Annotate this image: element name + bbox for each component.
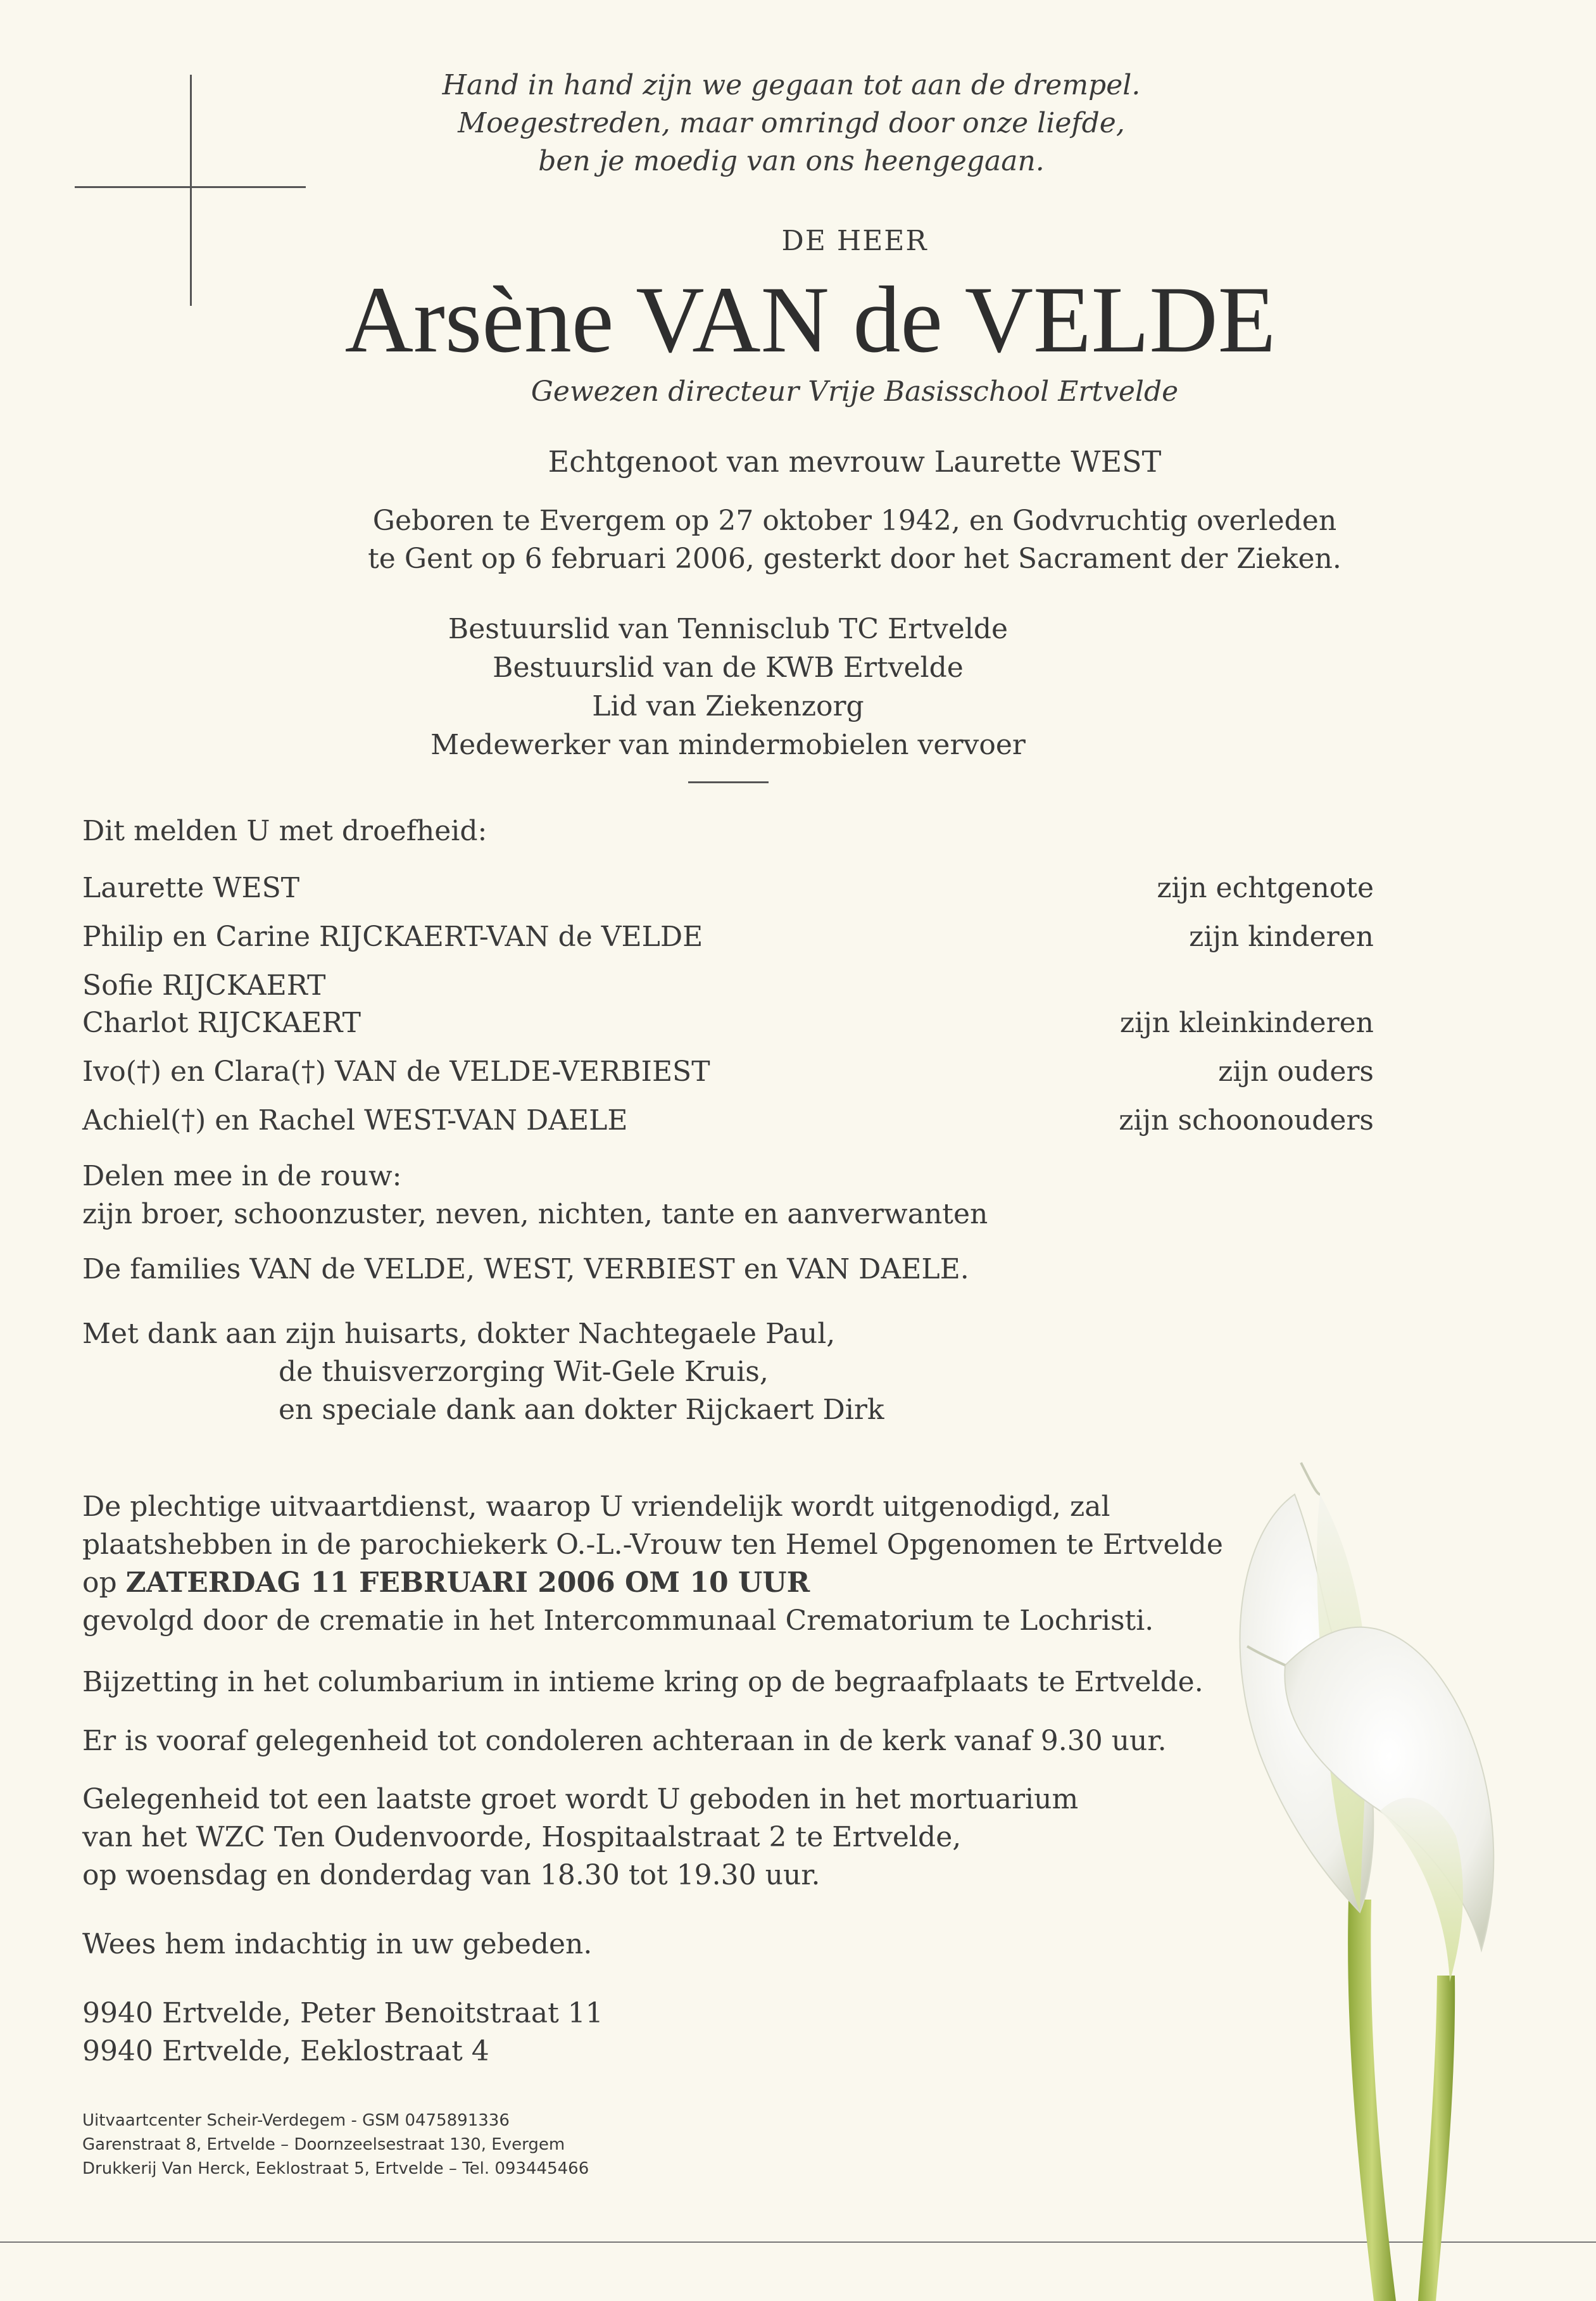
family-name: Charlot RIJCKAERT	[82, 1007, 361, 1039]
spouse-prefix: Echtgenoot van mevrouw	[548, 444, 934, 479]
address-line: 9940 Ertvelde, Eeklostraat 4	[82, 2035, 489, 2067]
farewell-info	[82, 1781, 1078, 1894]
share-mourning-heading: Delen mee in de rouw:	[82, 1160, 402, 1192]
farewell-line: op woensdag en donderdag van 18.30 tot 19.30 uur.	[82, 1859, 820, 1891]
role-item: Bestuurslid van de KWB Ertvelde	[493, 652, 964, 684]
funeral-date-prefix: op	[82, 1567, 126, 1599]
footer-line: Garenstraat 8, Ertvelde – Doornzeelsestraat 130, Evergem	[82, 2135, 565, 2154]
thanks-line-2: de thuisverzorging Wit-Gele Kruis,	[279, 1356, 769, 1388]
poem-line: ben je moedig van ons heengegaan.	[538, 145, 1045, 177]
calla-lily-icon	[1190, 1456, 1545, 2301]
burial-info: Bijzetting in het columbarium in intieme kring op de begraafplaats te Ertvelde.	[82, 1666, 1203, 1698]
poem-line: Hand in hand zijn we gegaan tot aan de drempel.	[442, 69, 1141, 101]
footer-line: Uitvaartcenter Scheir-Verdegem - GSM 0475891336	[82, 2111, 510, 2130]
role-item: Medewerker van mindermobielen vervoer	[430, 729, 1026, 761]
role-item: Lid van Ziekenzorg	[592, 690, 864, 722]
family-name: Sofie RIJCKAERT	[82, 969, 326, 1002]
poem-line: Moegestreden, maar omringd door onze liefde,	[458, 107, 1125, 139]
funeral-line	[82, 1564, 1285, 1602]
role-item: Bestuurslid van Tennisclub TC Ertvelde	[448, 613, 1008, 645]
family-relation: zijn schoonouders	[1119, 1104, 1374, 1137]
poem	[253, 66, 1329, 180]
farewell-line: van het WZC Ten Oudenvoorde, Hospitaalstraat 2 te Ertvelde,	[82, 1821, 962, 1853]
birth-death	[222, 502, 1488, 578]
family-row	[82, 918, 1374, 956]
family-relation: zijn kinderen	[1189, 921, 1374, 953]
roles-list	[285, 610, 1171, 764]
announce-text: Dit melden U met droefheid:	[82, 815, 487, 847]
family-name: Philip en Carine RIJCKAERT-VAN de VELDE	[82, 921, 703, 953]
spouse-name: Laurette WEST	[934, 444, 1162, 479]
family-name: Laurette WEST	[82, 872, 300, 904]
footer-line: Drukkerij Van Herck, Eeklostraat 5, Ertvelde – Tel. 093445466	[82, 2159, 589, 2178]
divider	[688, 781, 769, 783]
death-line: te Gent op 6 februari 2006, gesterkt door het Sacrament der Zieken.	[368, 543, 1342, 575]
share-mourning	[82, 1157, 988, 1233]
address-line: 9940 Ertvelde, Peter Benoitstraat 11	[82, 1997, 603, 2029]
family-name: Achiel(†) en Rachel WEST-VAN DAELE	[82, 1104, 628, 1137]
funeral-info	[82, 1488, 1285, 1640]
family-relation: zijn echtgenote	[1157, 872, 1374, 904]
families-line: De families VAN de VELDE, WEST, VERBIEST en VAN DAELE.	[82, 1253, 969, 1285]
funeral-line: plaatshebben in de parochiekerk O.-L.-Vrouw ten Hemel Opgenomen te Ertvelde	[82, 1529, 1223, 1561]
share-mourning-relatives: zijn broer, schoonzuster, neven, nichten, tante en aanverwanten	[82, 1198, 988, 1230]
farewell-line: Gelegenheid tot een laatste groet wordt U geboden in het mortuarium	[82, 1783, 1079, 1815]
title-prefix: DE HEER	[781, 225, 928, 257]
deceased-name: Arsène VAN de VELDE	[344, 267, 1276, 372]
family-row	[82, 967, 1374, 1005]
birth-line: Geboren te Evergem op 27 oktober 1942, en Godvruchtig overleden	[372, 505, 1337, 537]
condolence-info: Er is vooraf gelegenheid tot condoleren achteraan in de kerk vanaf 9.30 uur.	[82, 1725, 1167, 1757]
prayer-line: Wees hem indachtig in uw gebeden.	[82, 1928, 593, 1960]
funeral-line: gevolgd door de crematie in het Intercommunaal Crematorium te Lochristi.	[82, 1604, 1154, 1637]
spouse-line	[317, 444, 1393, 479]
family-name: Ivo(†) en Clara(†) VAN de VELDE-VERBIEST	[82, 1056, 710, 1088]
addresses	[82, 1995, 603, 2071]
family-row	[82, 1102, 1374, 1140]
family-relation: zijn ouders	[1218, 1056, 1374, 1088]
thanks-line-3: en speciale dank aan dokter Rijckaert Dirk	[279, 1394, 884, 1426]
family-row	[82, 1004, 1374, 1042]
former-function: Gewezen directeur Vrije Basisschool Ertvelde	[531, 375, 1179, 408]
funeral-line: De plechtige uitvaartdienst, waarop U vriendelijk wordt uitgenodigd, zal	[82, 1491, 1110, 1523]
footer-credits	[82, 2109, 842, 2181]
family-row	[82, 1053, 1374, 1091]
family-row	[82, 869, 1374, 907]
thanks-line-1: Met dank aan zijn huisarts, dokter Nachtegaele Paul,	[82, 1318, 836, 1350]
cross-icon-horizontal	[75, 186, 306, 188]
funeral-date: ZATERDAG 11 FEBRUARI 2006 OM 10 UUR	[125, 1567, 810, 1599]
family-relation: zijn kleinkinderen	[1119, 1007, 1374, 1039]
